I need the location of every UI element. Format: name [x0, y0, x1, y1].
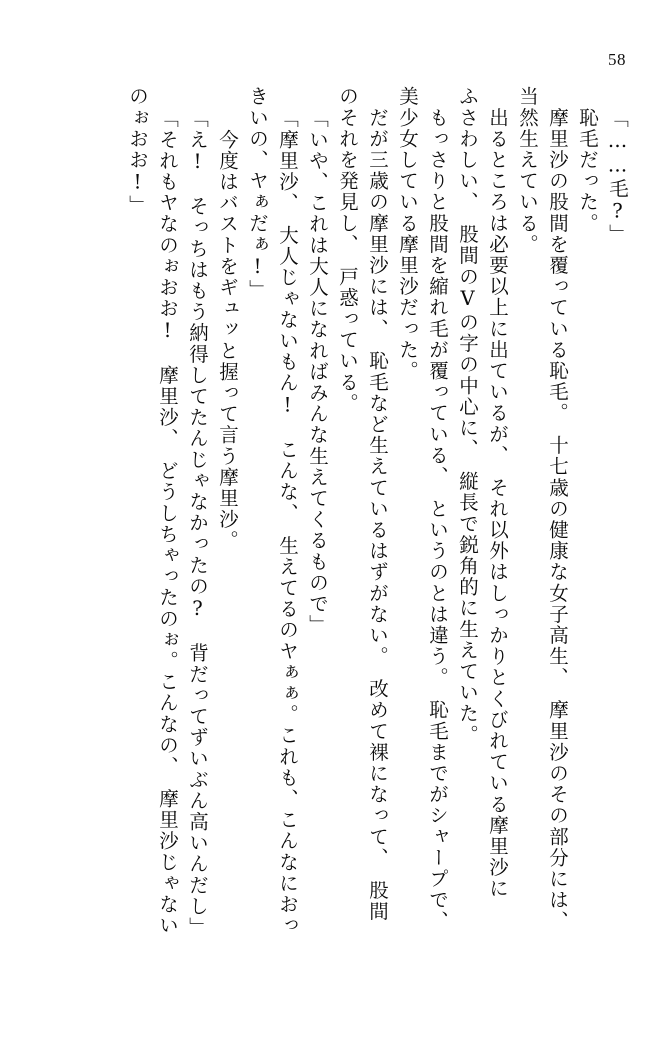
text-line: きいの、ヤぁだぁ!」 — [246, 86, 269, 301]
text-line: 「いや、これは大人になればみんな生えてくるもので」 — [306, 108, 329, 636]
text-line: 恥毛だった。 — [576, 86, 599, 234]
page-number: 58 — [608, 50, 626, 69]
text-line: 「それもヤなのぉおお! 摩里沙、 どうしちゃったのぉ。こんなの、 摩里沙じゃない — [156, 108, 179, 936]
text-line: ふさわしい、 股間のVの字の中心に、 縦長で鋭角的に生えていた。 — [456, 86, 479, 746]
text-line: 当然生えている。 — [516, 86, 539, 255]
text-line: 「え! そっちはもう納得してたんじゃなかったの? 背だってずいぶん高いんだし」 — [186, 108, 209, 938]
text-line: 出るところは必要以上に出ているが、 それ以外はしっかりとくびれている摩里沙に — [486, 86, 509, 900]
vertical-text-body — [34, 86, 632, 1011]
text-line: 摩里沙の股間を覆っている恥毛。 十七歳の健康な女子高生、 摩里沙のその部分には、 — [546, 86, 569, 932]
text-line: のぉおお!」 — [126, 86, 149, 217]
text-line: 「……毛?」 — [606, 108, 629, 246]
text-line: 「摩里沙、 大人じゃないもん! こんな、 生えてるのヤぁぁ。これも、こんなにおっ — [276, 108, 299, 936]
text-line: もっさりと股間を縮れ毛が覆っている、 というのとは違う。 恥毛までがシャープで、 — [426, 86, 449, 932]
text-line: 今度はバストをギュッと握って言う摩里沙。 — [216, 108, 239, 552]
text-line: 美少女している摩里沙だった。 — [396, 86, 419, 382]
text-line: のそれを発見し、 戸惑っている。 — [336, 86, 359, 414]
text-line: だが三歳の摩里沙には、 恥毛など生えているはずがない。 改めて裸になって、 股間 — [366, 86, 389, 922]
